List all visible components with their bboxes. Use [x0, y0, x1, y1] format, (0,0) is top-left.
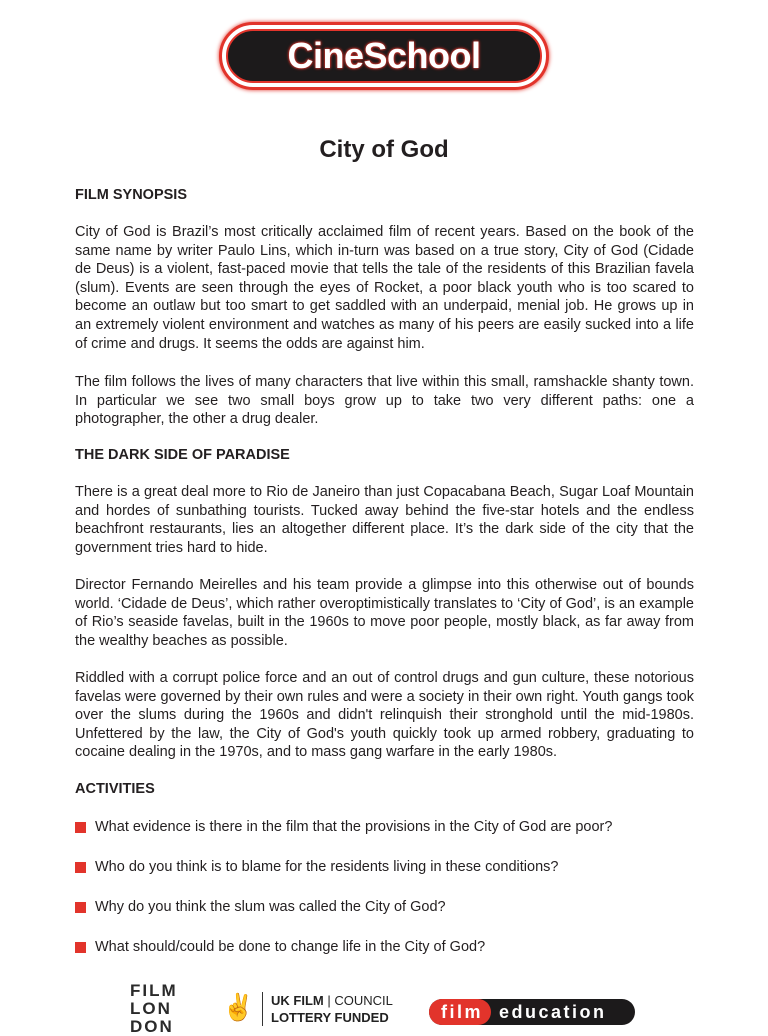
paragraph: Riddled with a corrupt police force and an out of control drugs and gun culture, these notorious favelas were governed by their own rules and were a society in their own right. Youth gangs took over the slums during the 1960s and didn't relinquish their stronghold until the mid-1980s. Unfettered by the law, the City of God's youth quickly took up armed robbery, graduating to cocaine dealing in the 1970s, and to mass gang warfare in the early 1980s.: [75, 670, 694, 761]
paragraph: The film follows the lives of many characters that live within this small, ramshackle shanty town. In particular we see two small boys grow up to take two very different paths: one a photographer, the other a drug dealer.: [75, 374, 694, 428]
list-item: [75, 899, 446, 915]
paragraph: City of God is Brazil’s most critically acclaimed film of recent years. Based on the book of the same name by writer Paulo Lins, which in-turn was based on a true story, City of God (Cidade de Deus) is a violent, fast-paced movie that tells the tale of the residents of this Brazilian favela (slum). Events are seen through the eyes of Rocket, a poor black youth who is too scared to become an outlaw but too smart to get saddled with an underpaid, menial job. He grows up in an extremely violent environment and watches as many of his peers are easily sucked into a life of crime and drugs. It seems the odds are against him.: [75, 224, 694, 352]
bullet-text: Why do you think the slum was called the City of God?: [95, 899, 446, 915]
uk-film-council-logo: UK FILM | COUNCIL LOTTERY FUNDED: [262, 992, 393, 1026]
lottery-hand-icon: ✌: [222, 992, 255, 1022]
logo-line: DON: [130, 1017, 174, 1036]
heading-film-synopsis: FILM SYNOPSIS: [75, 187, 187, 203]
film-london-logo: [130, 982, 178, 1036]
bullet-square-icon: [75, 862, 86, 873]
film-education-logo: [429, 999, 635, 1025]
paragraph: Director Fernando Meirelles and his team provide a glimpse into this otherwise out of bounds world. ‘Cidade de Deus’, which rather overoptimistically translates to ‘City of God’, is an example of Rio’s seaside favelas, built in the 1960s to move poor people, mostly black, as far away from the wealthy beaches as possible.: [75, 577, 694, 649]
logo-text: film: [429, 999, 491, 1025]
cineschool-logo: [219, 22, 549, 90]
list-item: [75, 859, 558, 875]
logo-text: CineSchool: [287, 35, 481, 76]
bullet-square-icon: [75, 822, 86, 833]
paragraph: There is a great deal more to Rio de Janeiro than just Copacabana Beach, Sugar Loaf Mountain and hordes of sunbathing tourists. Tucked away behind the five-star hotels and the endless beachfront restaurants, lies an altogether different place. It’s the dark side of the city that the government tries hard to hide.: [75, 484, 694, 556]
bullet-text: Who do you think is to blame for the residents living in these conditions?: [95, 859, 559, 875]
logo-line: LON: [130, 999, 172, 1018]
heading-activities: ACTIVITIES: [75, 781, 155, 797]
page-title: City of God: [319, 136, 449, 163]
bullet-square-icon: [75, 942, 86, 953]
logo-text: UK FILM: [271, 993, 324, 1008]
logo-line: FILM: [130, 981, 178, 1000]
logo-text: LOTTERY FUNDED: [271, 1010, 389, 1025]
bullet-text: What evidence is there in the film that the provisions in the City of God are poor?: [95, 819, 613, 835]
list-item: [75, 939, 485, 955]
logo-text: education: [499, 1002, 607, 1022]
logo-text: COUNCIL: [334, 993, 393, 1008]
list-item: [75, 819, 612, 835]
heading-dark-side: THE DARK SIDE OF PARADISE: [75, 447, 290, 463]
bullet-square-icon: [75, 902, 86, 913]
bullet-text: What should/could be done to change life in the City of God?: [95, 939, 486, 955]
